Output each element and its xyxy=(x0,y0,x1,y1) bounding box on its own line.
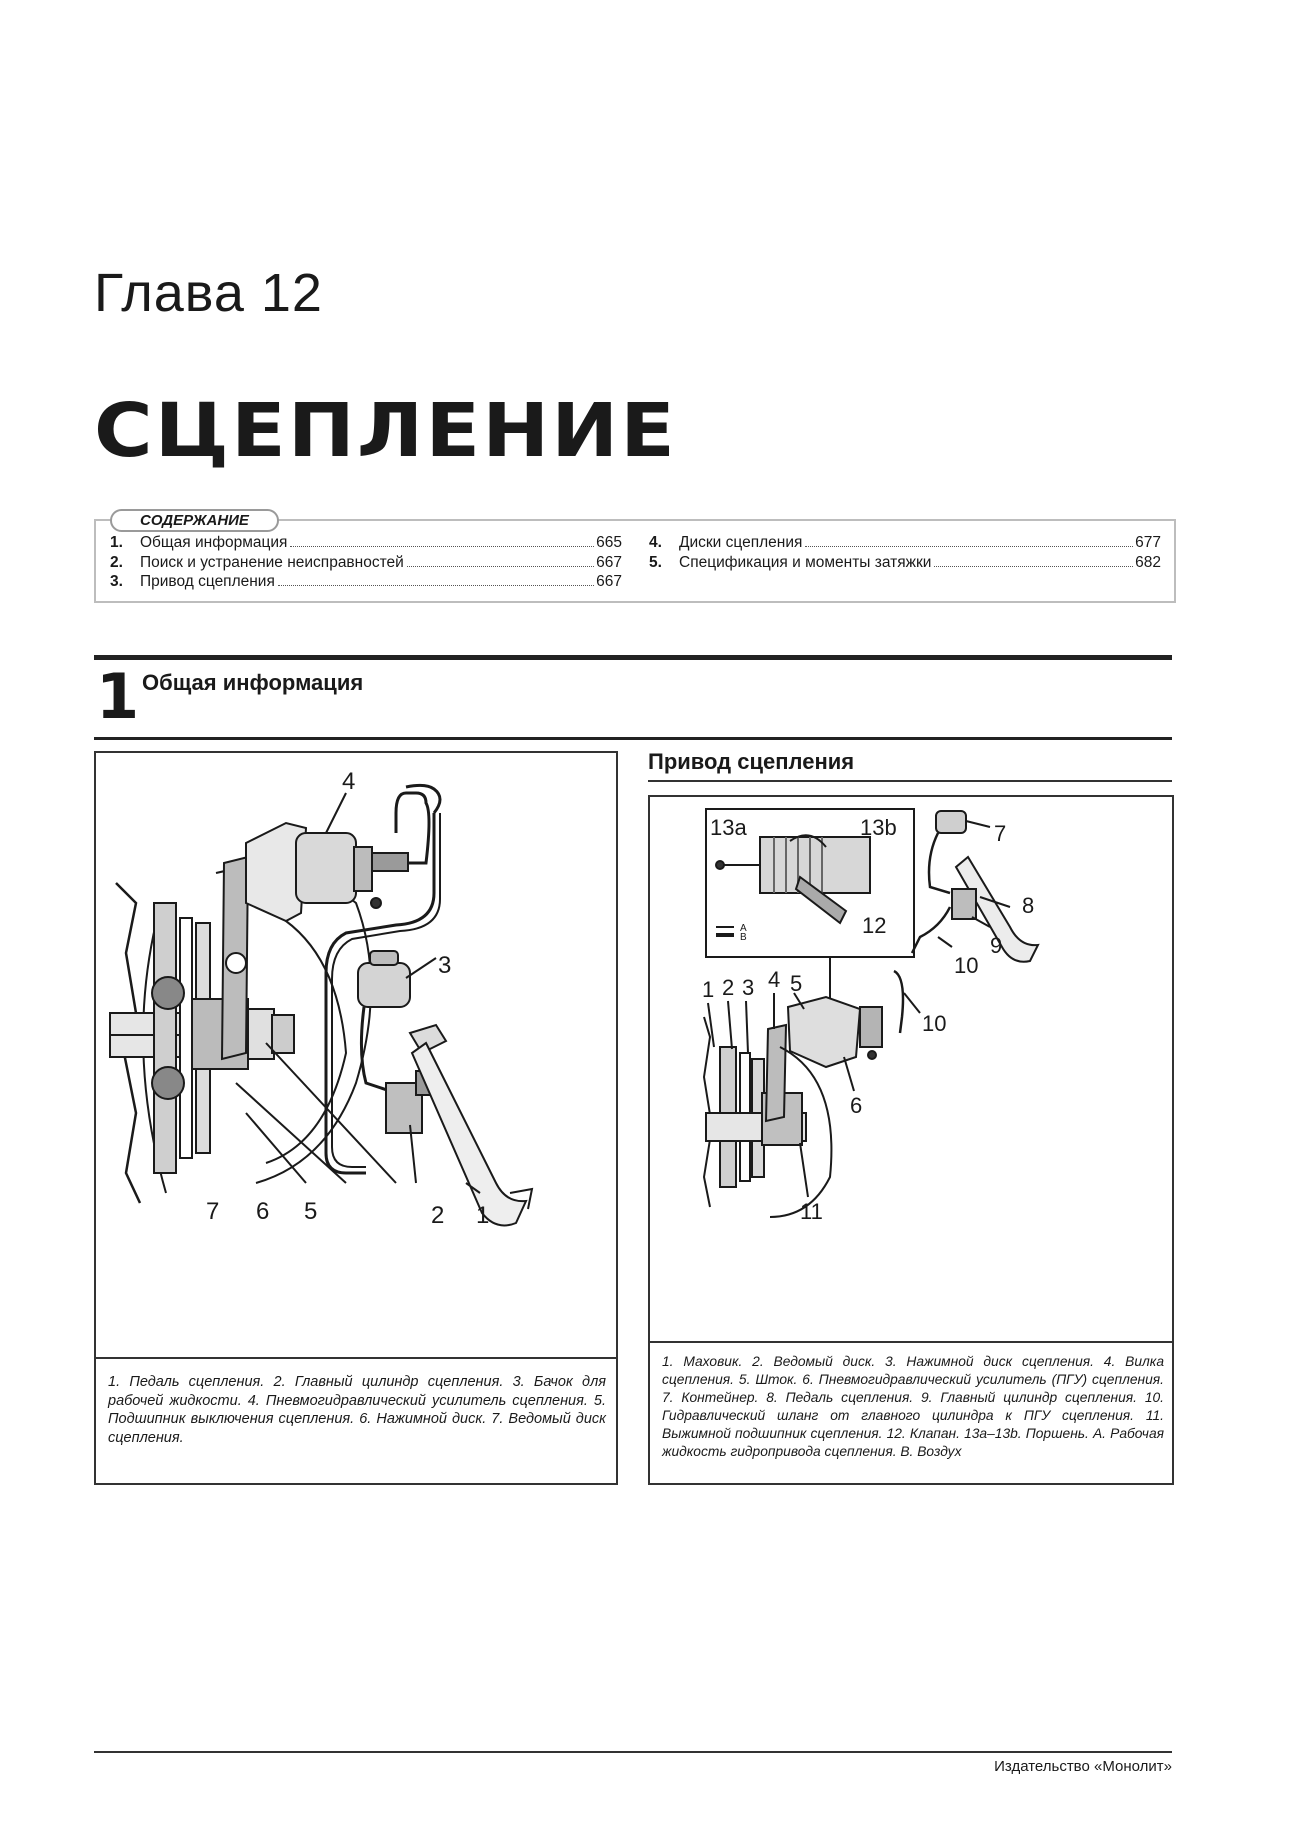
callout-13a: 13a xyxy=(710,815,747,840)
callout-3: 3 xyxy=(742,975,755,1000)
toc-entry-page: 665 xyxy=(596,534,622,551)
callout-4: 4 xyxy=(342,768,356,795)
toc-entry-page: 682 xyxy=(1135,553,1161,571)
section-rule-top xyxy=(94,655,1172,660)
callout-1: 1 xyxy=(476,1202,490,1229)
callout-7: 7 xyxy=(206,1198,220,1225)
toc-entry-number: 4. xyxy=(649,534,662,551)
subsection-heading: Привод сцепления xyxy=(648,749,855,774)
chapter-title: СЦЕПЛЕНИЕ xyxy=(94,388,678,474)
toc-entry-number: 5. xyxy=(649,553,662,571)
toc-column-right xyxy=(649,533,1161,572)
callout-13b: 13b xyxy=(860,815,897,840)
figure-left-caption: 1. Педаль сцепления. 2. Главный цилиндр сцепления. 3. Бачок для рабочей жидкости. 4. Пневмогидравлический усилитель сцепления. 5. Подшипник выключения сцепления. 6. Нажимной диск. 7. Ведомый диск сцепления. xyxy=(96,1357,616,1483)
section-title: Общая информация xyxy=(142,670,364,695)
callout-10-upper: 10 xyxy=(954,953,979,978)
callout-2: 2 xyxy=(722,975,735,1000)
callout-2: 2 xyxy=(431,1202,445,1229)
clutch-diagram-right xyxy=(648,795,1174,1485)
toc-entry-text: Поиск и устранение неисправностей xyxy=(140,553,404,571)
chapter-label: Глава 12 xyxy=(94,263,323,323)
toc-entry-text: Спецификация и моменты затяжки xyxy=(679,553,932,571)
callout-6: 6 xyxy=(850,1093,863,1118)
toc-entry-number: 3. xyxy=(110,573,123,590)
clutch-diagram-left xyxy=(94,751,618,1485)
publisher-footer: Издательство «Монолит» xyxy=(994,1758,1172,1775)
callout-8: 8 xyxy=(1022,893,1035,918)
callout-1: 1 xyxy=(702,977,715,1002)
toc-entry-page: 677 xyxy=(1135,534,1161,551)
footer-rule xyxy=(94,1751,1172,1753)
clutch-assembly-illustration xyxy=(96,753,616,1357)
toc-entry-text: Диски сцепления xyxy=(679,534,803,551)
toc-leader xyxy=(934,566,1133,567)
toc-entry[interactable] xyxy=(110,533,622,553)
section-number: 1 xyxy=(96,660,140,733)
toc-leader xyxy=(407,566,594,567)
callout-3: 3 xyxy=(438,952,452,979)
toc-leader xyxy=(805,546,1133,547)
callout-12: 12 xyxy=(862,913,887,938)
callout-6: 6 xyxy=(256,1198,270,1225)
toc-entry-number: 1. xyxy=(110,534,123,551)
section-rule-bottom xyxy=(94,737,1172,740)
toc-entry-page: 667 xyxy=(596,553,622,571)
toc-entry-text: Общая информация xyxy=(140,534,288,551)
toc-leader xyxy=(278,585,594,586)
toc-entry-text: Привод сцепления xyxy=(140,573,275,590)
figure-right-caption: 1. Маховик. 2. Ведомый диск. 3. Нажимной диск сцепления. 4. Вилка сцепления. 5. Шток. 6. Пневмогидравлический усилитель (ПГУ) сцепления. 7. Контейнер. 8. Педаль сцепления. 9. Главный цилиндр сцепления. 10. Гидравлический шланг от главного цилиндра к ПГУ сцепления. 11. Выжимной подшипник сцепления. 12. Клапан. 13а–13b. Поршень. А. Рабочая жидкость гидропривода сцепления. В. Воздух xyxy=(650,1341,1172,1483)
callout-4: 4 xyxy=(768,967,781,992)
table-of-contents xyxy=(94,512,1176,603)
callout-5: 5 xyxy=(304,1198,318,1225)
toc-entry-number: 2. xyxy=(110,553,123,571)
toc-entry[interactable] xyxy=(110,553,622,573)
clutch-drive-illustration xyxy=(650,797,1172,1341)
callout-9: 9 xyxy=(990,933,1003,958)
callout-5: 5 xyxy=(790,971,803,996)
toc-entry[interactable] xyxy=(110,572,622,592)
legend-b: B xyxy=(740,932,747,943)
legend-a: A xyxy=(740,923,747,934)
toc-entry[interactable] xyxy=(649,533,1161,553)
toc-entry[interactable] xyxy=(649,553,1161,573)
toc-column-left xyxy=(110,533,622,592)
callout-10-lower: 10 xyxy=(922,1011,947,1036)
toc-heading: СОДЕРЖАНИЕ xyxy=(110,509,279,532)
toc-leader xyxy=(290,546,594,547)
callout-7: 7 xyxy=(994,821,1007,846)
subsection-rule xyxy=(648,780,1172,782)
callout-11: 11 xyxy=(800,1199,823,1224)
toc-entry-page: 667 xyxy=(596,573,622,590)
